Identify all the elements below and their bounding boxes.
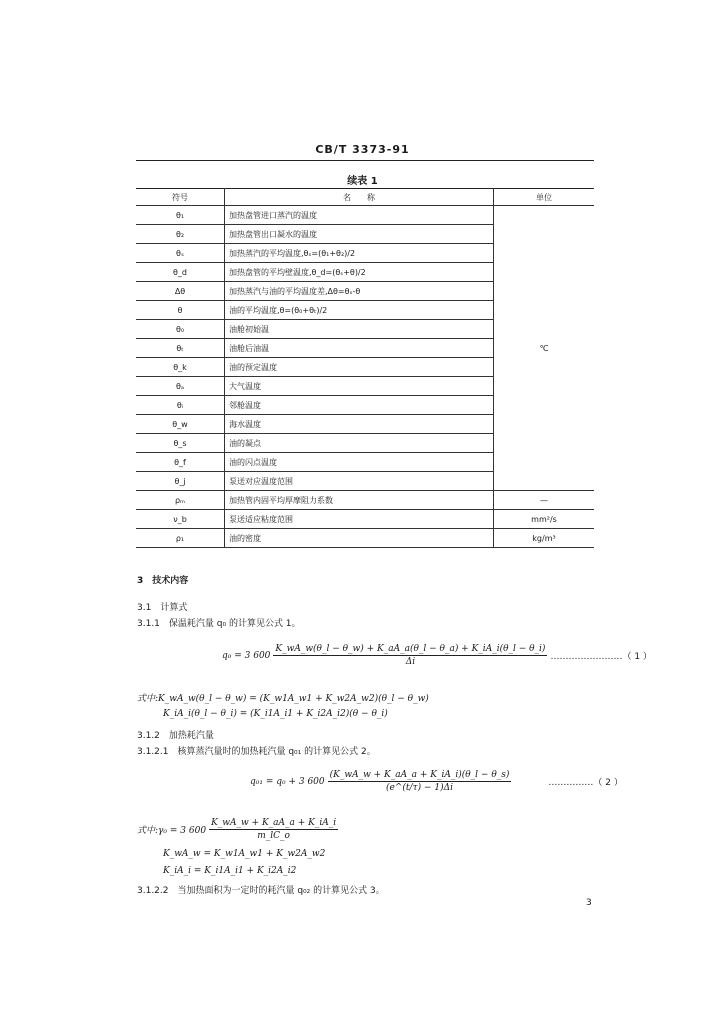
formula-numerator: K_wA_w(θ_l − θ_w) + K_aA_a(θ_l − θ_a) + K_iA_i(θ_l − θ_i) xyxy=(275,644,546,654)
where-clause xyxy=(137,818,341,841)
symbol-cell: θ₀ xyxy=(136,320,225,339)
name-cell: 油舱后油温 xyxy=(225,339,494,358)
unit-celsius: ℃ xyxy=(539,343,549,353)
paragraph: 3.1.1 保温耗汽量 q₀ 的计算见公式 1。 xyxy=(137,619,301,629)
header-rule xyxy=(136,160,594,161)
name-cell: 油的预定温度 xyxy=(225,358,494,377)
symbol-cell: θ_j xyxy=(136,472,225,491)
paragraph: 3.1.2.2 当加热面积为一定时的耗汽量 q₀₂ 的计算见公式 3。 xyxy=(137,886,385,896)
symbol-cell: θ₂ xyxy=(136,225,225,244)
table-header-row xyxy=(136,189,594,206)
symbol-cell: θ xyxy=(136,301,225,320)
where-clause: K_wA_w = K_w1A_w1 + K_w2A_w2 xyxy=(163,849,326,859)
formula-fraction xyxy=(209,818,338,841)
name-cell: 泵送适应粘度范围 xyxy=(225,510,494,529)
name-cell: 加热管内固平均厚摩阻力系数 xyxy=(225,491,494,510)
page-number: 3 xyxy=(586,898,592,908)
unit-cell xyxy=(494,206,595,491)
formula-lhs: q₀ = 3 600 xyxy=(222,650,271,661)
table-row xyxy=(136,510,594,529)
symbol-cell: θ_d xyxy=(136,263,225,282)
name-cell: 油的闪点温度 xyxy=(225,453,494,472)
name-cell: 加热盘管出口凝水的温度 xyxy=(225,225,494,244)
table-caption: 续表 1 xyxy=(347,176,378,187)
symbol-cell: Δθ xyxy=(136,282,225,301)
formula-number: ……………………（ 1 ） xyxy=(550,652,652,662)
unit-cell: mm²/s xyxy=(494,510,595,529)
section-heading: 3 技术内容 xyxy=(137,576,189,586)
name-cell: 大气温度 xyxy=(225,377,494,396)
symbol-cell: θᵢ xyxy=(136,396,225,415)
where-clause: K_iA_i(θ_l − θ_i) = (K_i1A_i1 + K_i2A_i2)(θ − θ_i) xyxy=(163,709,388,719)
symbol-cell: θₐ xyxy=(136,377,225,396)
symbol-cell: θ_f xyxy=(136,453,225,472)
column-header-name: 名 称 xyxy=(225,189,494,206)
formula-fraction xyxy=(328,770,512,793)
name-cell: 加热蒸汽的平均温度,θₛ=(θ₁+θ₂)/2 xyxy=(225,244,494,263)
name-cell: 加热盘管的平均壁温度,θ_d=(θₛ+θ)/2 xyxy=(225,263,494,282)
formula-denominator: m_lC_o xyxy=(257,831,290,841)
name-cell: 油舱初始温 xyxy=(225,320,494,339)
name-cell: 油的凝点 xyxy=(225,434,494,453)
symbol-cell: ρₘ xyxy=(136,491,225,510)
name-cell: 油的密度 xyxy=(225,529,494,548)
symbol-cell: θₜ xyxy=(136,339,225,358)
formula-lhs: q₀₁ = q₀ + 3 600 xyxy=(250,776,325,787)
symbol-cell: θ_s xyxy=(136,434,225,453)
symbol-cell: θ₁ xyxy=(136,206,225,225)
symbol-table xyxy=(136,188,594,548)
where-clause: 式中:K_wA_w(θ_l − θ_w) = (K_w1A_w1 + K_w2A_w2)(θ_l − θ_w) xyxy=(137,694,429,704)
formula-numerator: K_wA_w + K_aA_a + K_iA_i xyxy=(211,818,337,828)
name-cell: 泵送对应温度范围 xyxy=(225,472,494,491)
table-row xyxy=(136,491,594,510)
subsection-heading: 3.1.2 加热耗汽量 xyxy=(137,731,214,741)
name-cell: 海水温度 xyxy=(225,415,494,434)
column-header-symbol: 符号 xyxy=(136,189,225,206)
symbol-cell: ν_b xyxy=(136,510,225,529)
standard-number: CB/T 3373-91 xyxy=(315,143,410,156)
unit-cell: kg/m³ xyxy=(494,529,595,548)
symbol-cell: θ_w xyxy=(136,415,225,434)
formula-lhs: 式中:γ₀ = 3 600 xyxy=(137,826,207,836)
symbol-cell: ρ₁ xyxy=(136,529,225,548)
name-cell: 邻舱温度 xyxy=(225,396,494,415)
name-cell: 加热盘管进口蒸汽的温度 xyxy=(225,206,494,225)
symbol-cell: θₛ xyxy=(136,244,225,263)
name-cell: 加热蒸汽与油的平均温度差,Δθ=θₛ-θ xyxy=(225,282,494,301)
formula-denominator: Δi xyxy=(405,657,416,667)
formula-number: ……………（ 2 ） xyxy=(548,778,623,788)
formula-numerator: (K_wA_w + K_aA_a + K_iA_i)(θ_l − θ_s) xyxy=(329,770,510,780)
formula-2 xyxy=(250,770,623,793)
unit-cell: — xyxy=(494,491,595,510)
name-cell: 油的平均温度,θ=(θ₀+θₜ)/2 xyxy=(225,301,494,320)
symbol-cell: θ_k xyxy=(136,358,225,377)
table-row xyxy=(136,529,594,548)
column-header-unit: 单位 xyxy=(494,189,595,206)
where-clause: K_iA_i = K_i1A_i1 + K_i2A_i2 xyxy=(163,866,297,876)
table-row xyxy=(136,206,594,225)
formula-fraction xyxy=(273,644,547,667)
formula-denominator: (e^(t/τ) − 1)Δi xyxy=(386,783,453,793)
paragraph: 3.1.2.1 核算蒸汽量时的加热耗汽量 q₀₁ 的计算见公式 2。 xyxy=(137,747,376,757)
formula-1 xyxy=(222,644,652,667)
subsection-heading: 3.1 计算式 xyxy=(137,603,188,613)
